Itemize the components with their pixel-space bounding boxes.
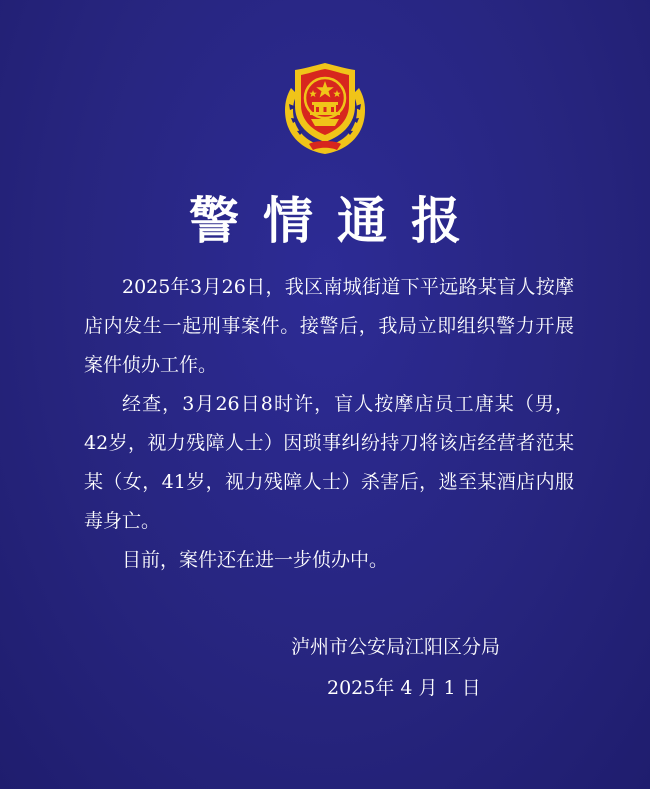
notice-paragraph-3: 目前，案件还在进一步侦办中。 — [122, 549, 389, 571]
notice-body — [84, 268, 574, 580]
police-emblem-icon — [275, 60, 375, 158]
notice-paragraph-1: 2025年3月26日，我区南城街道下平远路某盲人按摩店内发生一起刑事案件。接警后，我局立即组织警力开展案件侦办工作。 — [84, 276, 574, 376]
issuer-name: 泸州市公安局江阳区分局 — [291, 636, 501, 658]
issue-date: 2025年 4 月 1 日 — [327, 677, 481, 699]
notice-title: 警情通报 — [189, 192, 485, 250]
notice-paragraph-2: 经查，3月26日8时许，盲人按摩店员工唐某（男，42岁，视力残障人士）因琐事纠纷持刀将该店经营者范某某（女，41岁，视力残障人士）杀害后，逃至某酒店内服毒身亡。 — [84, 393, 574, 532]
